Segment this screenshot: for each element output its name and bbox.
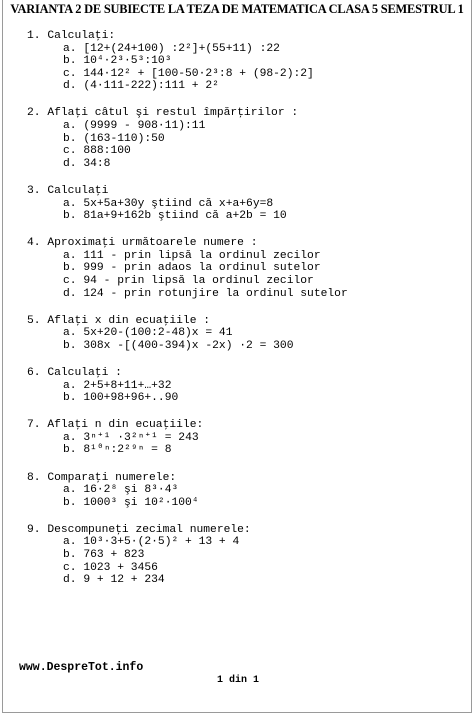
problem-item: d. (4·111-222):111 + 2² xyxy=(63,80,219,93)
problem-title: 1. Calculaţi: xyxy=(27,30,116,42)
problem-item: d. 124 - prin rotunjire la ordinul sutelor xyxy=(63,287,348,300)
problem-item: b. 308x -[(400-394)x -2x) ·2 = 300 xyxy=(63,339,294,352)
problem-item: b. 999 - prin adaos la ordinul sutelor xyxy=(63,262,321,275)
problem-item: c. 144·12² + [100-50·2³:8 + (98-2):2] xyxy=(63,67,314,80)
problem-item: b. 100+98+96+..90 xyxy=(63,392,179,405)
problem-item: a. 16·2⁸ şi 8³·4³ xyxy=(63,484,179,497)
problem-items xyxy=(27,250,467,300)
page-number: 1 din 1 xyxy=(217,675,260,686)
problem-item: a. 3ⁿ⁺¹ ·3²ⁿ⁺¹ = 243 xyxy=(63,431,199,444)
problem-title: 6. Calculaţi : xyxy=(27,366,122,379)
problem-item: a. [12+(24+100) :2²]+(55+11) :22 xyxy=(63,42,280,55)
problem-5 xyxy=(27,315,467,353)
problem-item: a. 5x+20-(100:2-48)x = 41 xyxy=(63,327,233,340)
problem-items xyxy=(27,198,467,223)
problem-items xyxy=(27,432,467,457)
problem-items xyxy=(27,380,467,405)
problem-title: 2. Aflaţi câtul şi restul împărţirilor : xyxy=(27,107,299,120)
problem-title: 4. Aproximaţi următoarele numere : xyxy=(27,237,258,250)
problem-3 xyxy=(27,185,467,223)
problem-title: 5. Aflaţi x din ecuaţiile : xyxy=(27,314,211,327)
problem-2 xyxy=(27,107,467,170)
problem-items xyxy=(27,327,467,352)
problem-item: b. (163-110):50 xyxy=(63,132,165,145)
problem-item: a. 5x+5a+30y ştiind că x+a+6y=8 xyxy=(63,197,274,210)
problem-6 xyxy=(27,367,467,405)
problem-9 xyxy=(27,524,467,587)
problem-items xyxy=(27,484,467,509)
problem-4 xyxy=(27,237,467,300)
document-page xyxy=(2,0,472,713)
problem-list xyxy=(27,30,467,601)
footer-website: www.DespreTot.info xyxy=(19,661,144,674)
problem-title: 7. Aflaţi n din ecuaţiile: xyxy=(27,419,204,432)
problem-title: 3. Calculaţi xyxy=(27,184,109,197)
problem-title: 9. Descompuneţi zecimal numerele: xyxy=(27,523,251,536)
problem-item: b. 10⁴·2³·5³:10³ xyxy=(63,55,172,68)
document-title: VARIANTA 2 DE SUBIECTE LA TEZA DE MATEMATICA CLASA 5 SEMESTRUL 1 xyxy=(10,2,464,16)
problem-item: c. 94 - prin lipsă la ordinul zecilor xyxy=(63,275,314,287)
problem-item: a. 2+5+8+11+…+32 xyxy=(63,379,172,392)
problem-item: c. 888:100 xyxy=(63,145,131,158)
problem-items xyxy=(27,120,467,170)
problem-title: 8. Comparaţi numerele: xyxy=(27,471,177,484)
problem-7 xyxy=(27,419,467,457)
problem-item: a. 10³·3+5·(2·5)² + 13 + 4 xyxy=(63,536,240,549)
problem-items xyxy=(27,536,467,586)
problem-item: d. 9 + 12 + 234 xyxy=(63,574,165,587)
problem-1 xyxy=(27,30,467,93)
problem-8 xyxy=(27,472,467,510)
problem-item: a. 111 - prin lipsă la ordinul zecilor xyxy=(63,249,321,262)
problem-item: d. 34:8 xyxy=(63,157,111,170)
problem-item: c. 1023 + 3456 xyxy=(63,561,158,574)
problem-item: b. 1000³ şi 10²·100⁴ xyxy=(63,496,199,509)
problem-item: b. 81a+9+162b ştiind că a+2b = 10 xyxy=(63,210,287,223)
problem-item: b. 8¹⁰ⁿ:2²⁹ⁿ = 8 xyxy=(63,444,172,457)
problem-item: a. (9999 - 908·11):11 xyxy=(63,120,206,133)
problem-item: b. 763 + 823 xyxy=(63,549,145,561)
problem-items xyxy=(27,43,467,93)
